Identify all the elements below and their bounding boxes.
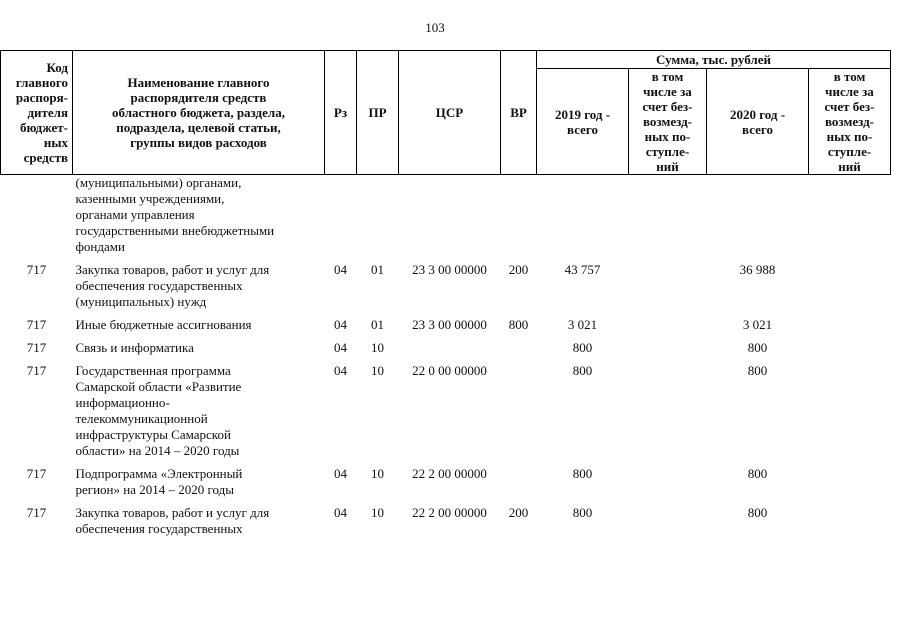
table-row (1, 466, 891, 505)
budget-table (0, 50, 891, 544)
row-csr: 22 2 00 00000 (412, 466, 487, 481)
row-2019-total: 43 757 (564, 262, 601, 277)
row-code: 717 (26, 363, 47, 378)
row-2019-free (629, 505, 707, 544)
row-2019-free (629, 175, 707, 263)
row-name: Закупка товаров, работ и услуг для обеспечения государственных (75, 505, 270, 536)
row-rz (325, 175, 357, 263)
row-vr (501, 340, 537, 363)
row-2020-free (809, 466, 891, 505)
row-rz: 04 (334, 363, 347, 378)
row-code: 717 (26, 262, 47, 277)
row-2020-total: 800 (747, 363, 768, 378)
row-vr (501, 363, 537, 466)
row-name: Закупка товаров, работ и услуг для обеспечения государственных (муниципальных) нужд (75, 262, 270, 309)
row-2019-total: 800 (572, 466, 593, 481)
row-2019-free (629, 466, 707, 505)
row-2019-total: 800 (572, 363, 593, 378)
row-2019-free (629, 340, 707, 363)
page-number: 103 (425, 20, 445, 35)
row-code: 717 (26, 340, 47, 355)
row-name: (муниципальными) органами, казенными учреждениями, органами управления государственными внебюджетными фондами (75, 175, 275, 254)
row-2019-total: 3 021 (567, 317, 598, 332)
row-vr (501, 175, 537, 263)
header-rz: Рз (325, 51, 357, 175)
row-2020-free (809, 340, 891, 363)
row-csr (399, 340, 501, 363)
row-csr: 22 0 00 00000 (412, 363, 487, 378)
row-vr (501, 466, 537, 505)
header-pr: ПР (357, 51, 399, 175)
row-csr (399, 175, 501, 263)
row-vr: 200 (508, 262, 529, 277)
row-pr (357, 175, 399, 263)
row-pr: 10 (371, 505, 384, 520)
table-row (1, 505, 891, 544)
header-code: Код главного распоря- дителя бюджет- ных средств (1, 51, 73, 175)
row-2019-total: 800 (572, 505, 593, 520)
table-row (1, 363, 891, 466)
row-csr: 23 3 00 00000 (412, 317, 487, 332)
row-2020-total: 36 988 (739, 262, 776, 277)
row-2020-free (809, 175, 891, 263)
row-name: Связь и информатика (75, 340, 194, 355)
header-2020-total: 2020 год - всего (707, 69, 809, 175)
row-code: 717 (26, 505, 47, 520)
row-2020-free (809, 317, 891, 340)
table-body (1, 175, 891, 545)
row-2019-total (537, 175, 629, 263)
row-rz: 04 (334, 505, 347, 520)
row-code (1, 175, 73, 263)
row-2019-free (629, 317, 707, 340)
table-row (1, 317, 891, 340)
row-pr: 01 (371, 317, 384, 332)
header-csr: ЦСР (399, 51, 501, 175)
row-2020-free (809, 262, 891, 317)
row-code: 717 (26, 466, 47, 481)
row-2020-total: 800 (747, 505, 768, 520)
table-row (1, 340, 891, 363)
table-header (1, 51, 891, 175)
row-2020-total (707, 175, 809, 263)
row-2019-free (629, 363, 707, 466)
row-rz: 04 (334, 340, 347, 355)
row-2020-free (809, 505, 891, 544)
table-row (1, 262, 891, 317)
row-2020-total: 800 (747, 340, 768, 355)
header-2020-free: в том числе за счет без- возмезд- ных по- ступле- ний (809, 69, 891, 175)
row-rz: 04 (334, 317, 347, 332)
row-2020-free (809, 363, 891, 466)
header-2019-free: в том числе за счет без- возмезд- ных по- ступле- ний (629, 69, 707, 175)
row-2020-total: 3 021 (742, 317, 773, 332)
row-name: Иные бюджетные ассигнования (75, 317, 252, 332)
table-row (1, 175, 891, 263)
row-code: 717 (26, 317, 47, 332)
row-rz: 04 (334, 466, 347, 481)
row-pr: 01 (371, 262, 384, 277)
row-pr: 10 (371, 340, 384, 355)
header-sum: Сумма, тыс. рублей (537, 51, 891, 69)
header-vr: ВР (501, 51, 537, 175)
row-pr: 10 (371, 466, 384, 481)
row-2020-total: 800 (747, 466, 768, 481)
row-name: Государственная программа Самарской области «Развитие информационно- телекоммуникационной инфраструктуры Самарской области» на 2014 – 2020 годы (75, 363, 242, 458)
row-vr: 800 (508, 317, 529, 332)
row-vr: 200 (508, 505, 529, 520)
row-rz: 04 (334, 262, 347, 277)
row-name: Подпрограмма «Электронный регион» на 2014 – 2020 годы (75, 466, 243, 497)
row-2019-free (629, 262, 707, 317)
row-2019-total: 800 (572, 340, 593, 355)
row-csr: 23 3 00 00000 (412, 262, 487, 277)
row-pr: 10 (371, 363, 384, 378)
header-2019-total: 2019 год - всего (537, 69, 629, 175)
row-csr: 22 2 00 00000 (412, 505, 487, 520)
header-name: Наименование главного распорядителя средств областного бюджета, раздела, подраздела, целевой статьи, группы видов расходов (73, 51, 325, 175)
